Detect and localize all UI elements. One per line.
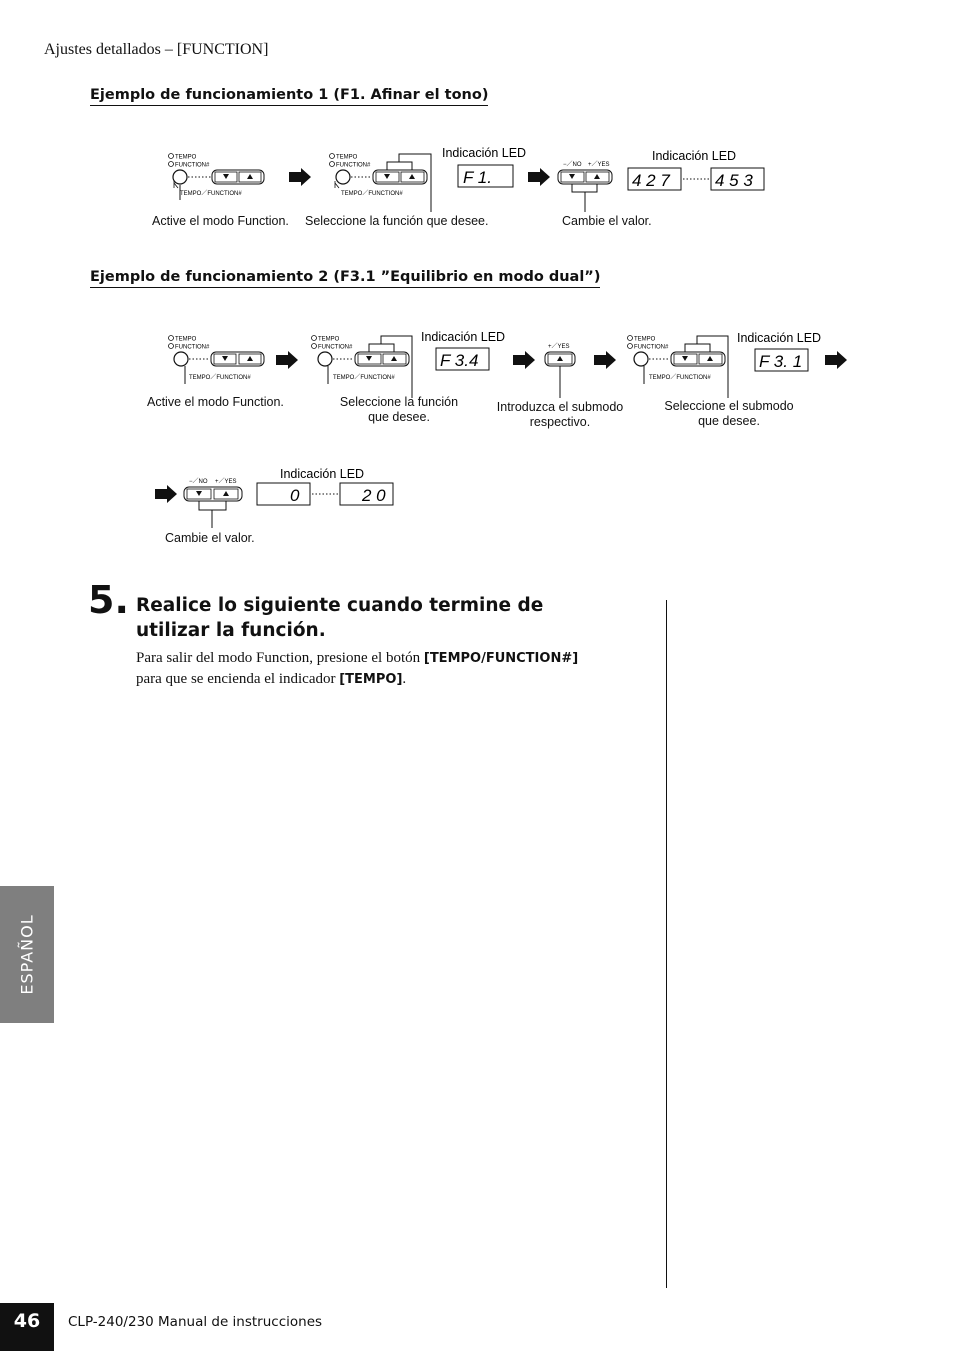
- manual-title: CLP-240/230 Manual de instrucciones: [68, 1314, 323, 1330]
- example2-title: Ejemplo de funcionamiento 2 (F3.1 ”Equilibrio en modo dual”): [90, 269, 600, 288]
- up-arrow-icon: [247, 174, 253, 179]
- step-body: Para salir del modo Function, presione el botón [TEMPO/FUNCTION#] para que se encienda el indicador [TEMPO].: [136, 650, 579, 687]
- tempo-function-button: [173, 170, 187, 184]
- svg-text:F 3.4: F 3.4: [440, 351, 479, 370]
- svg-text:FUNCTION#: FUNCTION#: [634, 344, 669, 351]
- svg-text:F 1.: F 1.: [463, 168, 492, 187]
- example1-title: Ejemplo de funcionamiento 1 (F1. Afinar el tono): [90, 87, 488, 106]
- caption2-enter: Introduzca el submodo respectivo.: [496, 400, 624, 429]
- control-panel-1: [169, 154, 265, 198]
- svg-text:+／YES: +／YES: [215, 479, 237, 485]
- column-divider: [666, 600, 667, 1288]
- svg-text:TEMPO: TEMPO: [175, 336, 197, 343]
- caption-activate: Active el modo Function.: [152, 214, 289, 228]
- svg-text:TEMPO: TEMPO: [634, 336, 656, 343]
- svg-text:4 2 7: 4 2 7: [632, 171, 670, 190]
- svg-text:Indicación LED: Indicación LED: [737, 331, 822, 345]
- caption2-submode: Seleccione el submodo que desee.: [664, 399, 794, 428]
- control-panel-2: [330, 154, 432, 213]
- caption-select: Seleccione la función que desee.: [305, 214, 489, 228]
- arrow-right-icon: [289, 168, 311, 186]
- svg-text:FUNCTION#: FUNCTION#: [175, 162, 210, 169]
- down-arrow-icon: [223, 174, 229, 179]
- page-number: 46: [13, 1310, 41, 1332]
- svg-text:F 3. 1: F 3. 1: [759, 352, 803, 371]
- svg-text:Indicación LED: Indicación LED: [280, 467, 365, 481]
- svg-text:FUNCTION#: FUNCTION#: [318, 344, 353, 351]
- svg-text:+／YES: +／YES: [548, 344, 570, 350]
- svg-text:TEMPO: TEMPO: [318, 336, 340, 343]
- svg-text:Indicación LED: Indicación LED: [421, 330, 506, 344]
- svg-text:TEMPO: TEMPO: [336, 154, 358, 161]
- caption2-select: Seleccione la función que desee.: [339, 395, 459, 424]
- caption2-change: Cambie el valor.: [165, 531, 255, 545]
- svg-text:+／YES: +／YES: [588, 162, 610, 168]
- svg-text:TEMPO: TEMPO: [175, 154, 197, 161]
- step-heading: Realice lo siguiente cuando termine de utilizar la función.: [136, 595, 544, 641]
- svg-text:TEMPO／FUNCTION#: TEMPO／FUNCTION#: [189, 375, 251, 381]
- language-tab-label: ESPAÑOL: [17, 914, 37, 995]
- svg-text:TEMPO／FUNCTION#: TEMPO／FUNCTION#: [341, 191, 403, 197]
- svg-text:Indicación LED: Indicación LED: [652, 149, 737, 163]
- section-header: Ajustes detallados – [FUNCTION]: [44, 41, 269, 58]
- svg-text:TEMPO／FUNCTION#: TEMPO／FUNCTION#: [180, 191, 242, 197]
- caption2-activate: Active el modo Function.: [147, 395, 284, 409]
- example2-diagram-row2: [140, 462, 420, 530]
- step-number: 5.: [88, 578, 129, 622]
- svg-text:−／NO: −／NO: [189, 479, 208, 485]
- caption-change: Cambie el valor.: [562, 214, 652, 228]
- example2-diagram: [0, 325, 954, 405]
- svg-text:TEMPO／FUNCTION#: TEMPO／FUNCTION#: [649, 375, 711, 381]
- svg-text:Indicación LED: Indicación LED: [442, 146, 527, 160]
- svg-text:TEMPO／FUNCTION#: TEMPO／FUNCTION#: [333, 375, 395, 381]
- svg-text:4 5 3: 4 5 3: [715, 171, 753, 190]
- svg-text:FUNCTION#: FUNCTION#: [336, 162, 371, 169]
- svg-text:−／NO: −／NO: [563, 162, 582, 168]
- svg-text:0: 0: [290, 486, 300, 505]
- svg-text:FUNCTION#: FUNCTION#: [175, 344, 210, 351]
- svg-text:2 0: 2 0: [362, 486, 386, 505]
